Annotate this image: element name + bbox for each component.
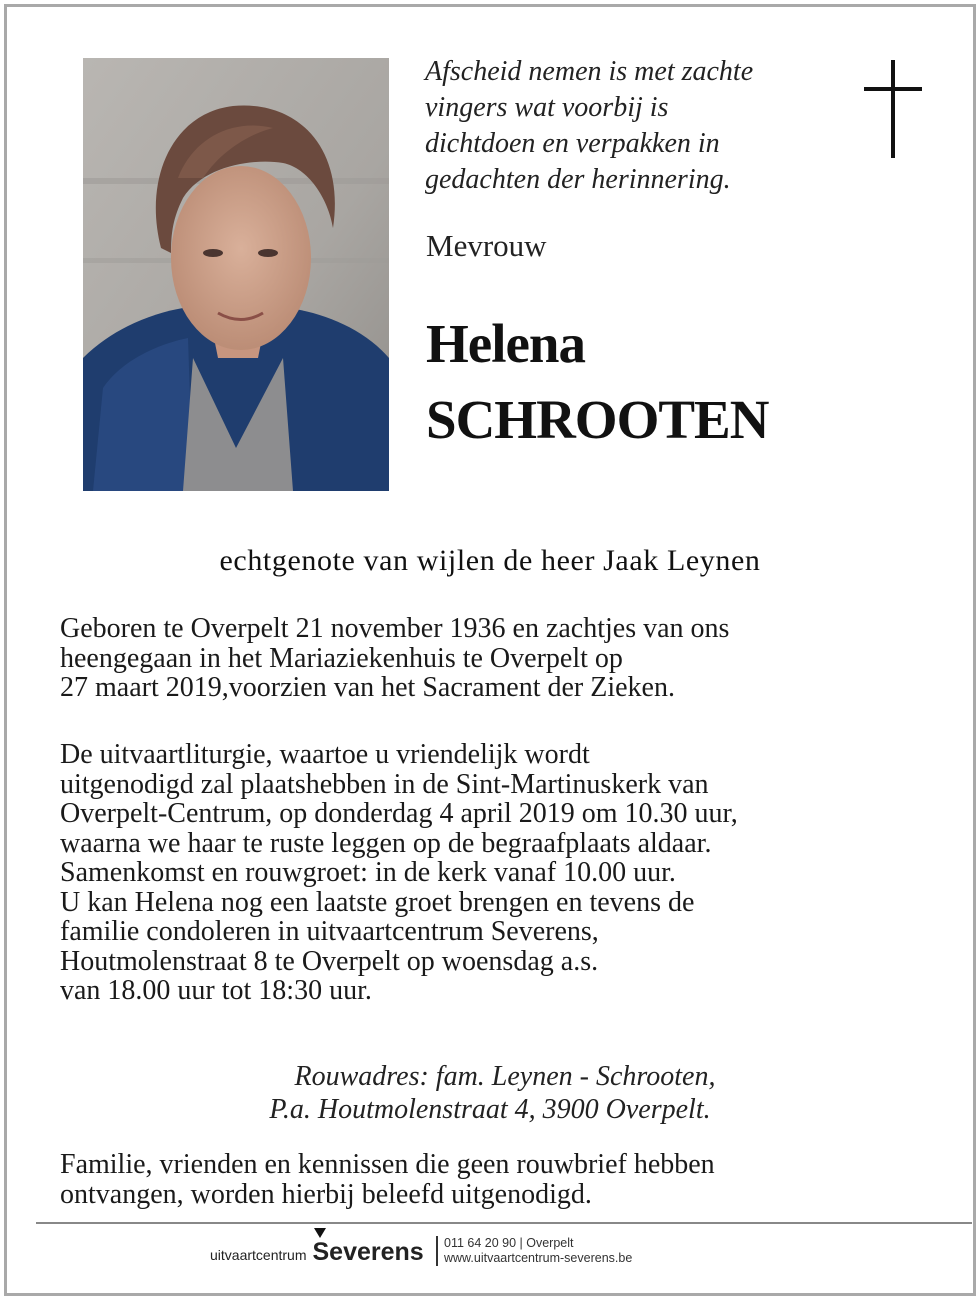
birth-death-paragraph	[60, 614, 729, 703]
memorial-poem	[425, 54, 845, 198]
address-line: Rouwadres: fam. Leynen - Schrooten,	[294, 1061, 716, 1092]
text-line: ontvangen, worden hierbij beleefd uitgenodigd.	[60, 1178, 592, 1210]
text-line: heengegaan in het Mariaziekenhuis te Overpelt op	[60, 642, 623, 674]
text-line: waarna we haar te ruste leggen op de begraafplaats aldaar.	[60, 827, 712, 859]
triangle-down-icon	[314, 1228, 326, 1238]
text-line: familie condoleren in uitvaartcentrum Severens,	[60, 916, 599, 947]
brand-name: Severens	[312, 1238, 424, 1266]
text-line: Geboren te Overpelt 21 november 1936 en zachtjes van ons	[60, 613, 730, 644]
mourning-address	[0, 1060, 980, 1126]
text-line: Overpelt-Centrum, op donderdag 4 april 2019 om 10.30 uur,	[60, 798, 738, 829]
cross-icon	[864, 60, 922, 158]
invitation-paragraph	[60, 1150, 715, 1209]
last-name: SCHROOTEN	[426, 389, 769, 450]
text-line: uitgenodigd zal plaatshebben in de Sint-Martinuskerk van	[60, 768, 709, 800]
poem-line: dichtdoen en verpakken in	[425, 128, 720, 159]
funeral-details-paragraph	[60, 740, 738, 1006]
honorific: Mevrouw	[426, 228, 547, 263]
brand-prefix: uitvaartcentrum	[210, 1247, 307, 1263]
footer-contact	[444, 1236, 632, 1266]
contact-phone-line: 011 64 20 90 | Overpelt	[444, 1236, 574, 1250]
first-name: Helena	[426, 313, 585, 374]
text-line: Familie, vrienden en kennissen die geen rouwbrief hebben	[60, 1149, 715, 1180]
text-line: Houtmolenstraat 8 te Overpelt op woensdag a.s.	[60, 945, 599, 977]
text-line: Samenkomst en rouwgroet: in de kerk vanaf 10.00 uur.	[60, 857, 676, 888]
funeral-home-logo	[210, 1238, 424, 1267]
portrait-photo	[83, 58, 389, 491]
spouse-line: echtgenote van wijlen de heer Jaak Leynen	[219, 544, 761, 577]
text-line: 27 maart 2019,voorzien van het Sacrament der Zieken.	[60, 672, 675, 703]
text-line: De uitvaartliturgie, waartoe u vriendelijk wordt	[60, 739, 590, 770]
address-line: P.a. Houtmolenstraat 4, 3900 Overpelt.	[269, 1094, 711, 1125]
poem-line: gedachten der herinnering.	[425, 164, 731, 195]
contact-website: www.uitvaartcentrum-severens.be	[444, 1251, 633, 1265]
footer-divider	[36, 1222, 972, 1224]
poem-line: vingers wat voorbij is	[425, 92, 669, 123]
text-line: van 18.00 uur tot 18:30 uur.	[60, 975, 372, 1006]
poem-line: Afscheid nemen is met zachte	[425, 56, 754, 87]
text-line: U kan Helena nog een laatste groet brengen en tevens de	[60, 886, 695, 918]
footer-separator	[436, 1236, 438, 1266]
